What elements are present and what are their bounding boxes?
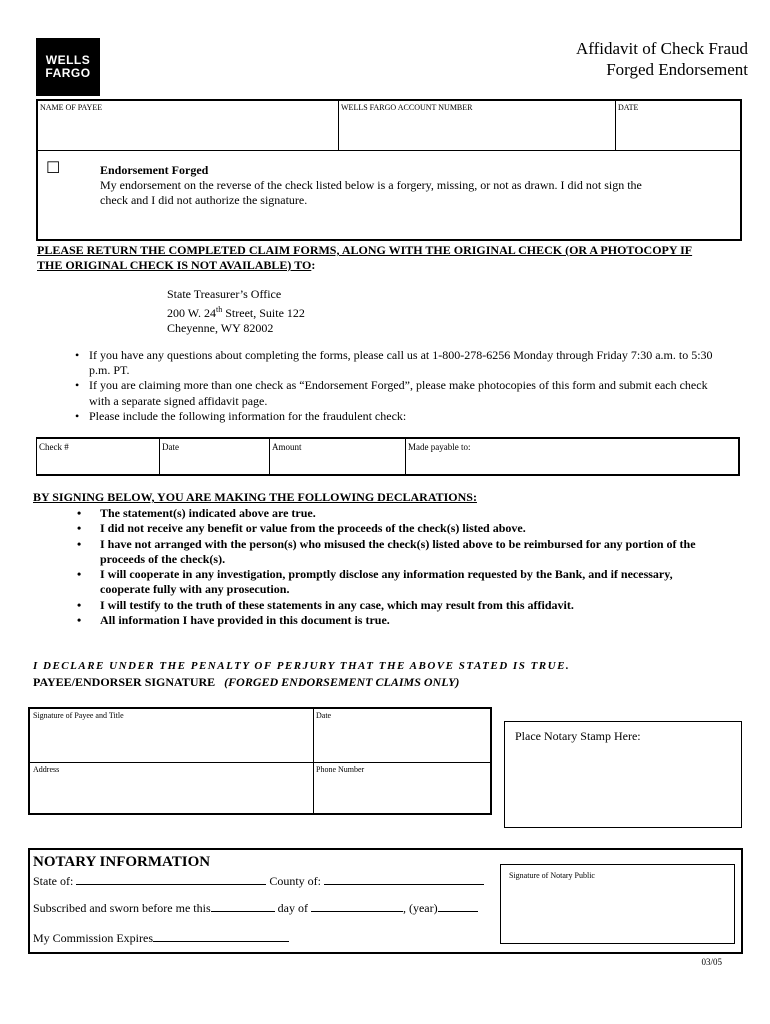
return-line-2: THE ORIGINAL CHECK IS NOT AVAILABLE) TO xyxy=(37,258,312,272)
year-label: , (year) xyxy=(402,901,438,915)
check-amount-field[interactable] xyxy=(271,453,404,473)
declaration-5: • I will testify to the truth of these statements in any case, which may result from this affidavit. xyxy=(33,598,753,613)
sworn-year-field[interactable] xyxy=(438,900,478,912)
made-payable-to-label: Made payable to: xyxy=(408,442,471,452)
declarations-list xyxy=(33,506,753,628)
title-line-1: Affidavit of Check Fraud xyxy=(575,39,748,58)
date-label: DATE xyxy=(618,103,639,112)
endorsement-forged-checkbox[interactable]: ☐ xyxy=(46,160,61,177)
declaration-3-cont: proceeds of the check(s). xyxy=(100,551,226,566)
sworn-month-field[interactable] xyxy=(311,900,403,912)
county-of-label: County of: xyxy=(269,874,321,888)
payee-signature-field[interactable] xyxy=(31,721,311,761)
info-bullet-1: • If you have any questions about completing the forms, please call us at 1-800-278-6256 Monday through Friday 7:30 a.m. to 5:30 xyxy=(34,348,754,363)
commission-expires-field[interactable] xyxy=(153,930,289,942)
check-date-field[interactable] xyxy=(161,453,268,473)
declarations-heading: BY SIGNING BELOW, YOU ARE MAKING THE FOLLOWING DECLARATIONS: xyxy=(33,490,477,504)
notary-signature-box[interactable] xyxy=(500,864,735,944)
notary-sworn-row xyxy=(33,900,478,916)
notary-information-box xyxy=(28,848,743,954)
declaration-1: • The statement(s) indicated above are true. xyxy=(33,506,753,521)
info-bullet-1-cont: p.m. PT. xyxy=(89,363,130,378)
check-date-label: Date xyxy=(162,442,179,452)
day-of-label: day of xyxy=(277,901,308,915)
notary-state-county-row xyxy=(33,873,484,889)
logo-line-2: FARGO xyxy=(45,66,91,80)
title-line-2: Forged Endorsement xyxy=(606,60,748,79)
declaration-6: • All information I have provided in this document is true. xyxy=(33,613,753,628)
mailing-address xyxy=(167,287,305,336)
perjury-declaration: I DECLARE UNDER THE PENALTY OF PERJURY THAT THE ABOVE STATED IS TRUE. xyxy=(33,660,571,672)
county-of-field[interactable] xyxy=(324,873,484,885)
info-bullet-3: • Please include the following information for the fraudulent check: xyxy=(34,409,754,424)
state-of-field[interactable] xyxy=(76,873,266,885)
declaration-3: • I have not arranged with the person(s) who misused the check(s) listed above to be reimbursed for any portion of the xyxy=(33,537,753,552)
name-of-payee-field[interactable] xyxy=(39,113,337,149)
return-line-2-colon: : xyxy=(311,258,316,272)
declaration-2: • I did not receive any benefit or value from the proceeds of the check(s) listed above. xyxy=(33,521,753,536)
address-field[interactable] xyxy=(31,775,311,812)
notary-heading: NOTARY INFORMATION xyxy=(33,854,211,870)
wells-fargo-logo xyxy=(36,38,100,96)
address-line-3: Cheyenne, WY 82002 xyxy=(167,321,274,335)
signature-table xyxy=(28,707,492,815)
return-instructions xyxy=(37,243,692,273)
address-label: Address xyxy=(33,765,60,774)
account-number-field[interactable] xyxy=(340,113,613,149)
endorsement-body-line-1: My endorsement on the reverse of the check listed below is a forgery, missing, or not as drawn. I did not sign the xyxy=(100,178,642,192)
check-number-field[interactable] xyxy=(38,453,158,473)
declaration-4-cont: cooperate fully with any prosecution. xyxy=(100,582,290,597)
payee-signature-note: (FORGED ENDORSEMENT CLAIMS ONLY) xyxy=(224,675,460,689)
document-title xyxy=(576,38,748,80)
address-line-2: 200 W. 24th Street, Suite 122 xyxy=(167,305,305,320)
signature-date-field[interactable] xyxy=(315,721,489,761)
notary-stamp-label: Place Notary Stamp Here: xyxy=(515,729,641,743)
address-line-1: State Treasurer’s Office xyxy=(167,287,282,301)
endorsement-body-line-2: check and I did not authorize the signature. xyxy=(100,193,308,207)
logo-line-1: WELLS xyxy=(45,53,91,67)
endorsement-heading: Endorsement Forged xyxy=(100,163,209,177)
subscribed-label: Subscribed and sworn before me this xyxy=(33,901,211,915)
declaration-4: • I will cooperate in any investigation, promptly disclose any information requested by the Bank, and if necessary, xyxy=(33,567,753,582)
notary-signature-label: Signature of Notary Public xyxy=(509,871,595,880)
signature-date-label: Date xyxy=(316,711,332,720)
date-field[interactable] xyxy=(617,113,739,149)
form-code: 03/05 xyxy=(701,957,722,967)
made-payable-to-field[interactable] xyxy=(407,453,737,473)
payee-endorsement-box xyxy=(36,99,742,241)
name-of-payee-label: NAME OF PAYEE xyxy=(40,103,103,112)
payee-signature-label: Signature of Payee and Title xyxy=(33,711,124,720)
payee-signature-heading: PAYEE/ENDORSER SIGNATURE (FORGED ENDORSEMENT CLAIMS ONLY) xyxy=(33,675,460,689)
phone-number-label: Phone Number xyxy=(316,765,365,774)
info-bullets xyxy=(34,348,754,424)
info-bullet-2: • If you are claiming more than one check as “Endorsement Forged”, please make photocopies of this form and submit each check xyxy=(34,378,754,393)
commission-expires-label: My Commission Expires xyxy=(33,931,154,945)
check-number-label: Check # xyxy=(39,442,69,452)
check-amount-label: Amount xyxy=(272,442,302,452)
check-info-table xyxy=(36,437,740,476)
notary-stamp-box[interactable] xyxy=(504,721,742,828)
phone-number-field[interactable] xyxy=(315,775,489,812)
account-number-label: WELLS FARGO ACCOUNT NUMBER xyxy=(341,103,473,112)
return-line-1: PLEASE RETURN THE COMPLETED CLAIM FORMS, ALONG WITH THE ORIGINAL CHECK (OR A PHOTOCOPY IF xyxy=(37,243,693,257)
state-of-label: State of: xyxy=(33,874,74,888)
notary-commission-row xyxy=(33,930,289,946)
info-bullet-2-cont: with a separate signed affidavit page. xyxy=(89,393,268,408)
sworn-day-field[interactable] xyxy=(211,900,275,912)
